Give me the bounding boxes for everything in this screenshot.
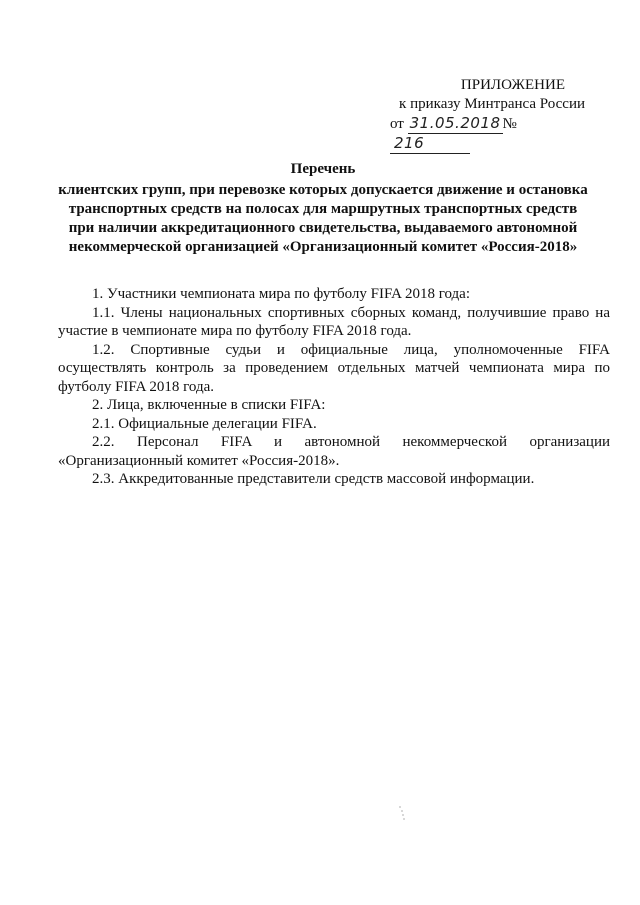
document-title — [58, 160, 588, 257]
appendix-block — [385, 76, 585, 154]
handwritten-number: 216 — [390, 134, 470, 154]
document-body — [58, 285, 610, 489]
list-item: 2.1. Официальные делегации FIFA. — [92, 415, 317, 432]
appendix-label: ПРИЛОЖЕНИЕ — [460, 77, 565, 93]
title-text: клиентских групп, при перевозке которых допускается движение и остановка транспортных средств на полосах для маршрутных транспортных средств при наличии аккредитационного свидетельства, выдаваемого автономной некоммерческой организацией «Организационный комитет «Россия-2018» — [58, 182, 588, 255]
list-item: 2.2. Персонал FIFA и автономной некоммерческой организации «Организационный комитет «Россия-2018». — [58, 434, 610, 469]
list-item: 2. Лица, включенные в списки FIFA: — [92, 397, 326, 413]
list-item: 1. Участники чемпионата мира по футболу FIFA 2018 года: — [92, 286, 470, 302]
appendix-order-ref: к приказу Минтранса России — [399, 96, 585, 112]
list-item: 1.2. Спортивные судьи и официальные лица, уполномоченные FIFA осуществлять контроль за проведением отдельных матчей чемпионата мира по футболу FIFA 2018 года. — [58, 341, 610, 395]
number-sign: № — [502, 116, 517, 132]
appendix-date-line — [385, 114, 585, 154]
title-heading: Перечень — [290, 161, 356, 177]
list-item: 2.3. Аккредитованные представители средств массовой информации. — [92, 471, 535, 487]
list-item: 1.1. Члены национальных спортивных сборных команд, получившие право на участие в чемпионате мира по футболу FIFA 2018 года. — [58, 304, 610, 339]
from-prefix: от — [390, 116, 404, 132]
scan-speck-icon — [399, 806, 405, 820]
handwritten-date: 31.05.2018 — [409, 114, 501, 132]
